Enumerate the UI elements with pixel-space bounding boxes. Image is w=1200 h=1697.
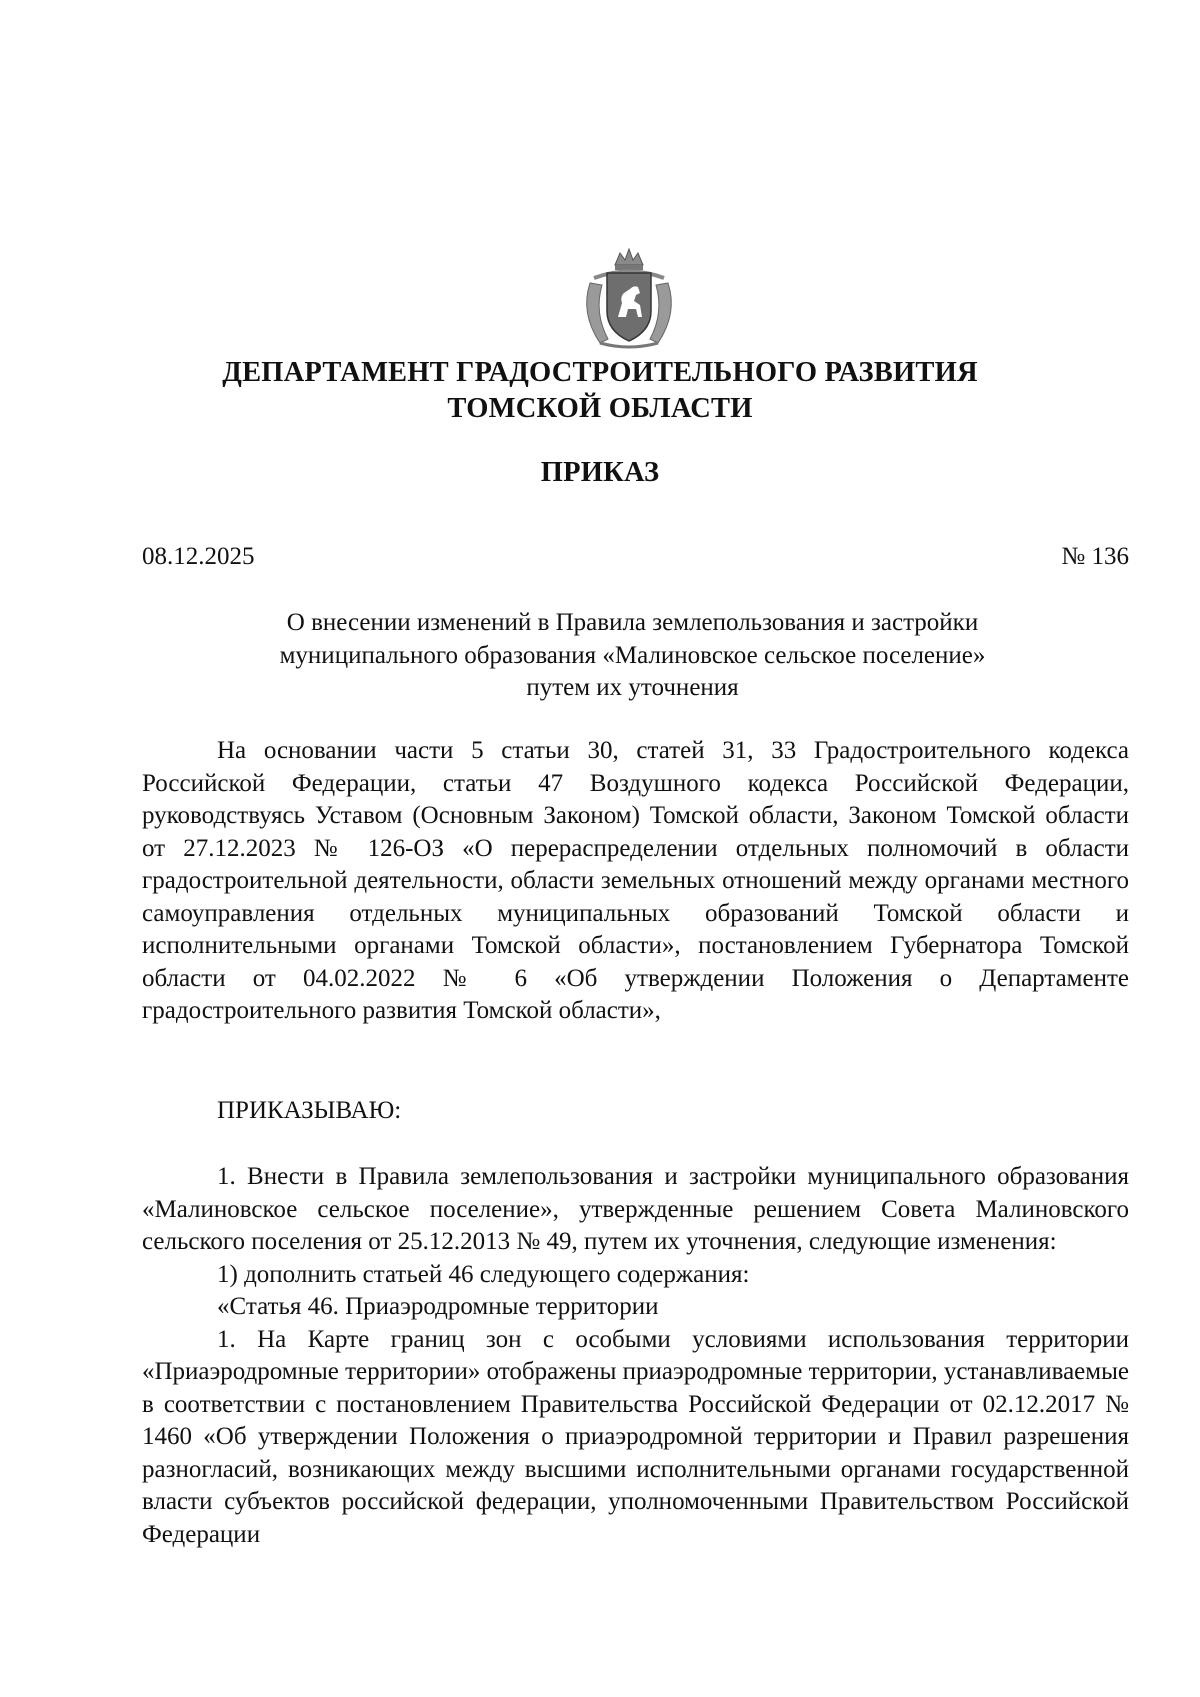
- date-number-row: [142, 541, 1129, 573]
- department-name-line1: ДЕПАРТАМЕНТ ГРАДОСТРОИТЕЛЬНОГО РАЗВИТИЯ: [222, 357, 978, 388]
- item-1-subitem: 1) дополнить статьей 46 следующего содержания:: [217, 1260, 750, 1288]
- preamble-paragraph: На основании части 5 статьи 30, статей 31, 33 Градостроительного кодекса Российской Федерации, статьи 47 Воздушного кодекса Российской Федерации, руководствуясь Уставом (Основным Законом) Томской области, Законом Томской области от 27.12.2023 № 126-ОЗ «О перераспределении отдельных полномочий в области градостроительной деятельности, области земельных отношений между органами местного самоуправления отдельных муниципальных образований Томской области и исполнительными органами Томской области», постановлением Губернатора Томской области от 04.02.2022 № 6 «Об утверждении Положения о Департаменте градостроительного развития Томской области»,: [142, 737, 1129, 1024]
- department-name-line2: ТОМСКОЙ ОБЛАСТИ: [447, 393, 753, 424]
- document-number: № 136: [1061, 543, 1129, 570]
- tomsk-region-coat-of-arms-icon: [570, 243, 688, 351]
- subject-line2: муниципального образования «Малиновское сельское поселение»: [279, 641, 986, 669]
- document-type: ПРИКАЗ: [540, 457, 660, 488]
- item-1-paragraph: 1. Внести в Правила землепользования и застройки муниципального образования «Малиновское сельское поселение», утвержденные решением Совета Малиновского сельского поселения от 25.12.2013 № 49, путем их уточнения, следующие изменения:: [142, 1163, 1129, 1255]
- order-items-block: [142, 1161, 1129, 1551]
- preamble-block: [142, 735, 1129, 1028]
- article-46-paragraph-1: 1. На Карте границ зон с особыми условиями использования территории «Приаэродромные территории» отображены приаэродромные территории, устанавливаемые в соответствии с постановлением Правительства Российской Федерации от 02.12.2017 № 1460 «Об утверждении Положения о приаэродромной территории и Правил разрешения разногласий, возникающих между высшими исполнительными органами государственной власти субъектов российской федерации, уполномоченными Правительством Российской Федерации: [142, 1325, 1129, 1548]
- document-subject: [160, 607, 1105, 705]
- article-46-title: «Статья 46. Приаэродромные территории: [217, 1293, 659, 1320]
- order-word: ПРИКАЗЫВАЮ:: [217, 1097, 402, 1124]
- document-date: 08.12.2025: [142, 543, 255, 570]
- subject-line1: О внесении изменений в Правила землепользования и застройки: [286, 609, 979, 636]
- subject-line3: путем их уточнения: [526, 674, 739, 701]
- department-name: [0, 355, 1200, 427]
